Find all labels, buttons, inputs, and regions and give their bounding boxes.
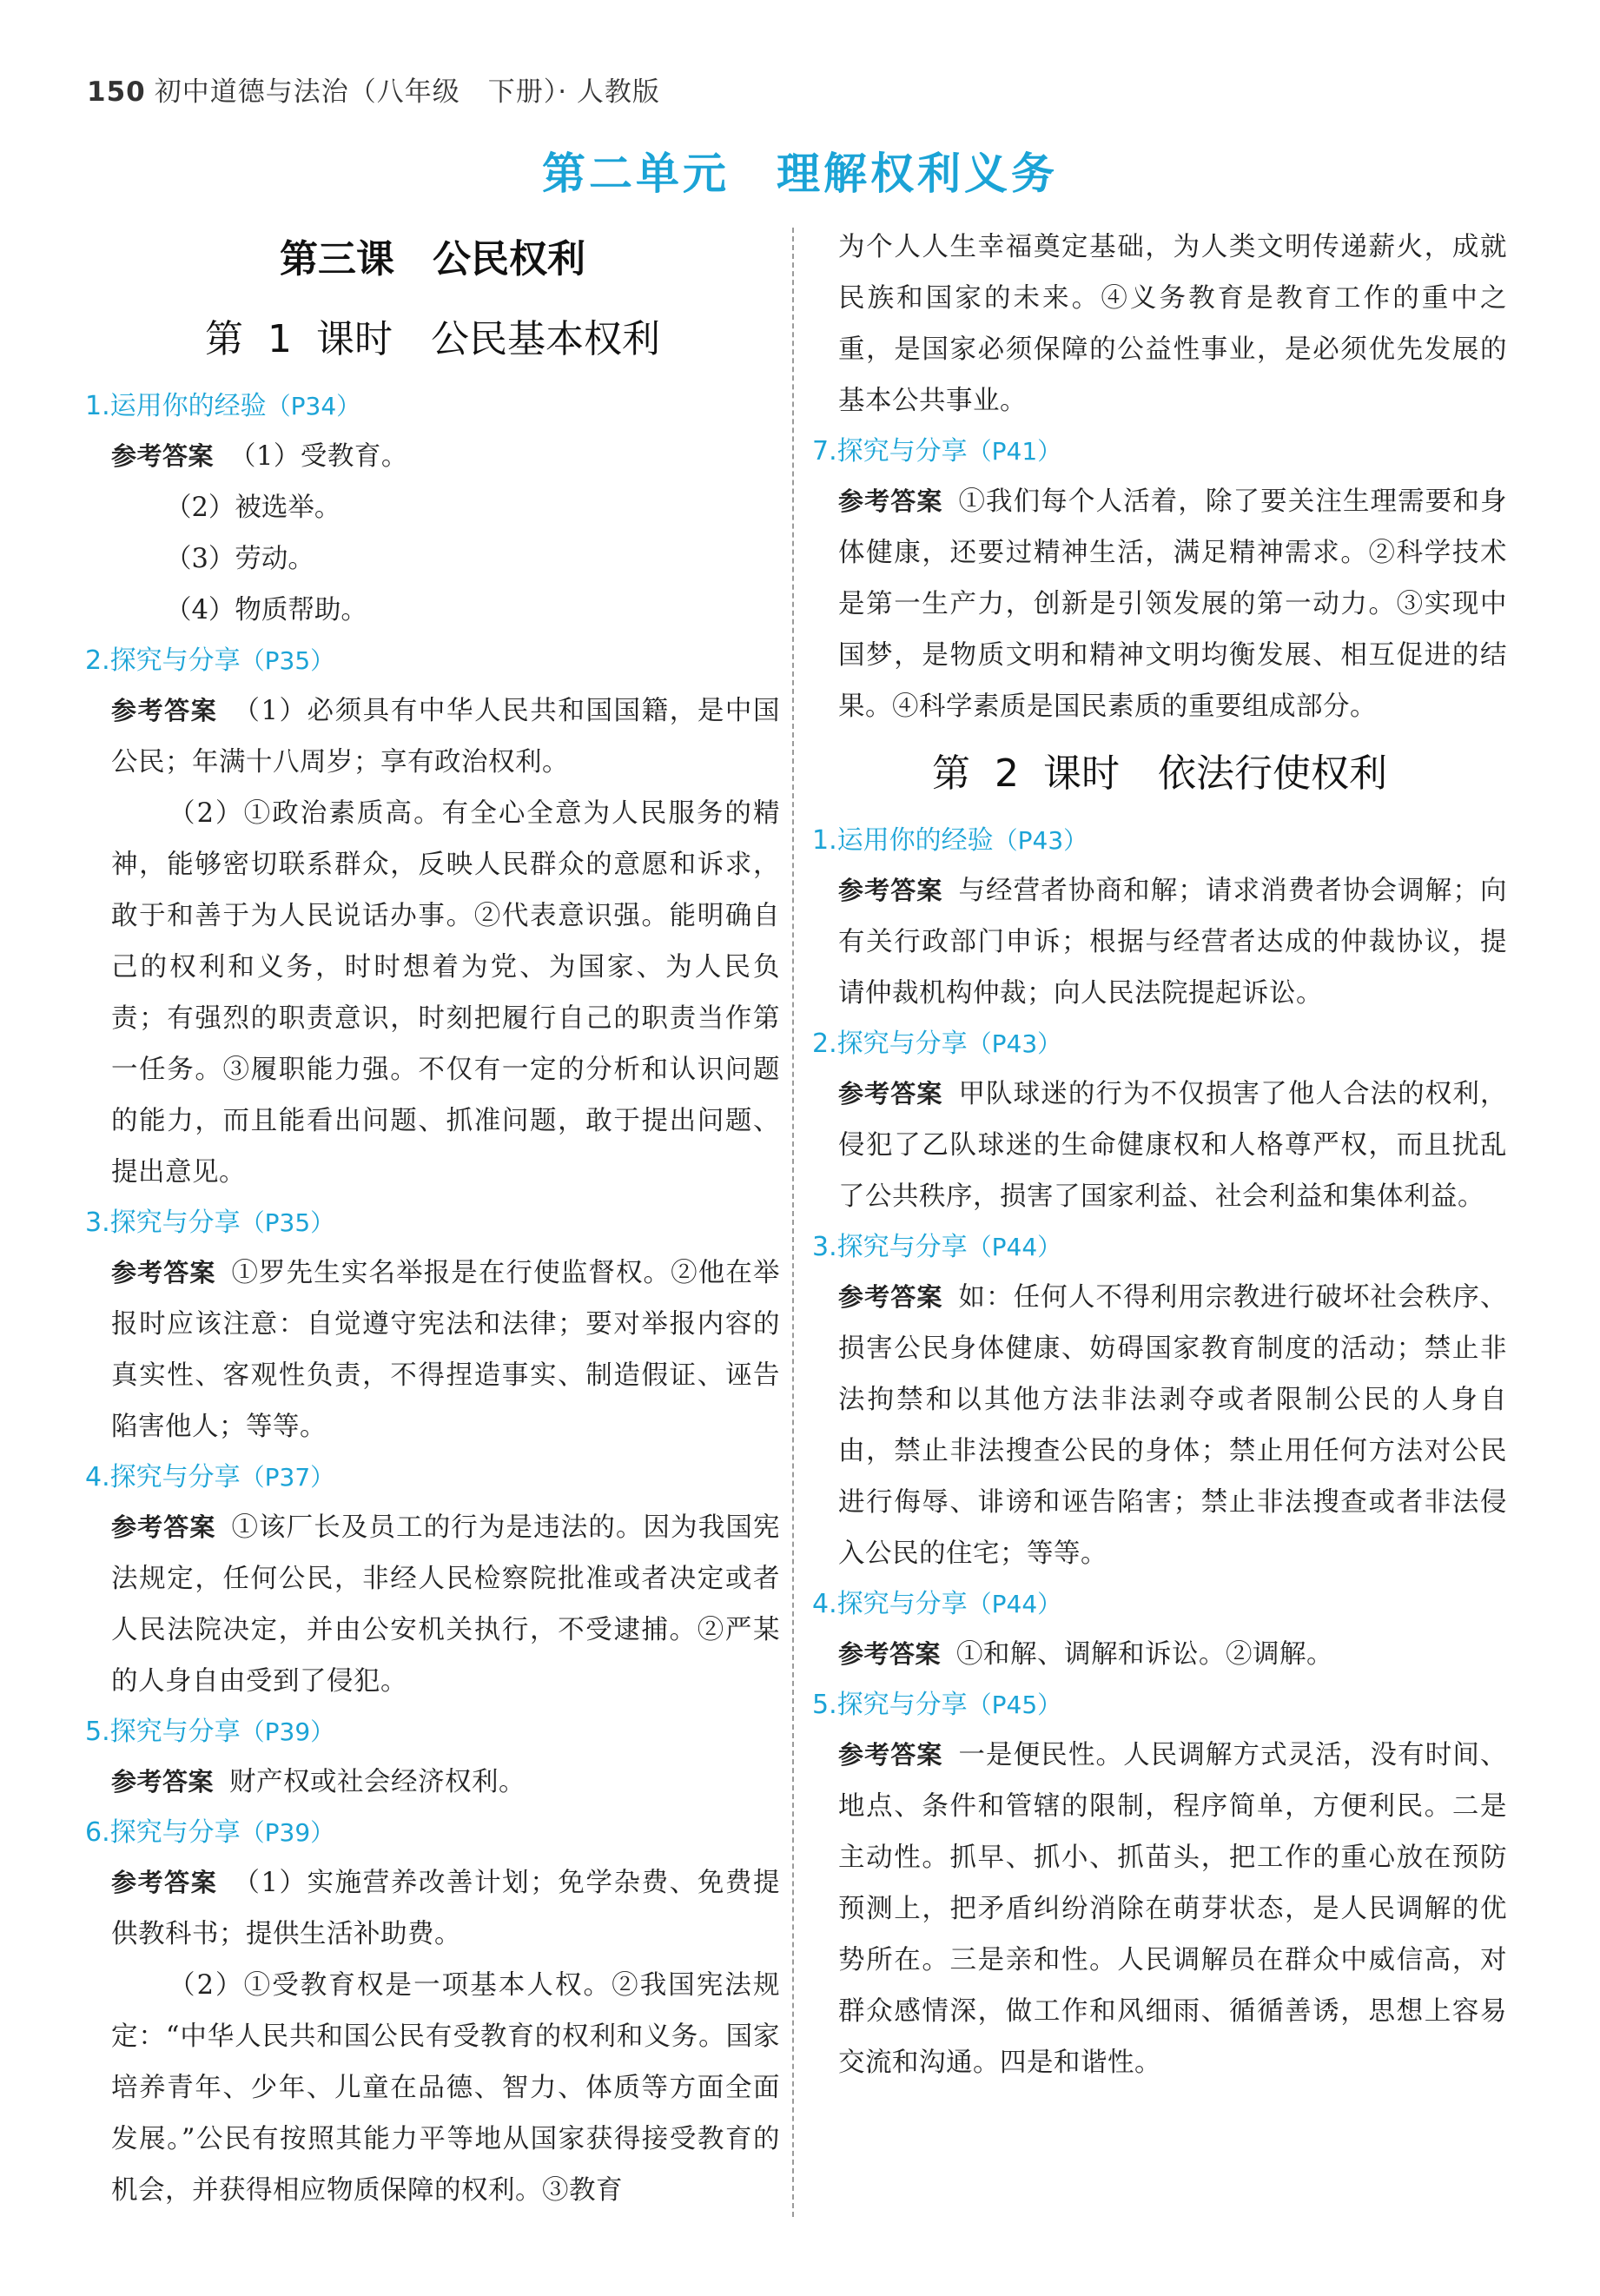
section-page-ref: （P44）	[967, 1590, 1062, 1618]
section-title: 2.探究与分享	[85, 645, 241, 676]
answer-text: ①和解、调解和诉讼。②调解。	[956, 1639, 1334, 1670]
section-page-ref: （P39）	[240, 1818, 335, 1847]
running-head	[87, 69, 660, 109]
section-page-ref: （P43）	[993, 826, 1088, 855]
section-heading	[812, 1019, 1507, 1069]
section-heading	[812, 1579, 1507, 1629]
answer-sub-item: （4）物质帮助。	[165, 595, 367, 625]
section-title: 3.探究与分享	[85, 1208, 241, 1238]
answer-label: 参考答案	[838, 876, 943, 905]
section-page-ref: （P39）	[240, 1717, 335, 1746]
answer-label: 参考答案	[838, 1282, 943, 1312]
section-page-ref: （P37）	[240, 1463, 335, 1492]
continued-paragraph: 为个人人生幸福奠定基础，为人类文明传递薪火，成就民族和国家的未来。④义务教育是教育工作的重中之重，是国家必须保障的公益性事业，是必须优先发展的基本公共事业。	[838, 232, 1507, 416]
answer-label: 参考答案	[838, 1639, 942, 1669]
section-title: 1.运用你的经验	[85, 391, 267, 421]
answer-paragraph	[85, 685, 780, 788]
section-page-ref: （P35）	[240, 1208, 335, 1237]
period-title-1: 第 1 课时 公民基本权利	[205, 317, 660, 361]
answer-paragraph	[85, 1857, 780, 1960]
section-heading	[85, 1707, 780, 1757]
section-heading	[85, 1808, 780, 1857]
page-number: 150	[87, 76, 146, 108]
column-divider	[792, 228, 794, 2217]
answer-text: 财产权或社会经济权利。	[229, 1767, 526, 1797]
unit-title: 第二单元 理解权利义务	[542, 149, 1058, 199]
answer-text: 一是便民性。人民调解方式灵活，没有时间、地点、条件和管辖的限制，程序简单，方便利民。二是主动性。抓早、抓小、抓苗头，把工作的重心放在预防预测上，把矛盾纠纷消除在萌芽状态，是人民调解的优势所在。三是亲和性。人民调解员在群众中威信高，对群众感情深，做工作和风细雨、循循善诱，思想上容易交流和沟通。四是和谐性。	[838, 1740, 1507, 2078]
section-page-ref: （P34）	[266, 392, 361, 420]
answer-label: 参考答案	[838, 1079, 943, 1108]
answer-paragraph-continued: （2）①受教育权是一项基本人权。②我国宪法规定：“中华人民共和国公民有受教育的权利和义务。国家培养青年、少年、儿童在品德、智力、体质等方面全面发展。”公民有按照其能力平等地从国家获得接受教育的机会，并获得相应物质保障的权利。③教育	[111, 1970, 780, 2206]
answer-text: （1）必须具有中华人民共和国国籍，是中国公民；年满十八周岁；享有政治权利。	[111, 696, 780, 777]
answer-paragraph	[812, 1629, 1507, 1680]
section-page-ref: （P44）	[967, 1233, 1062, 1261]
answer-text: 与经营者协商和解；请求消费者协会调解；向有关行政部门申诉；根据与经营者达成的仲裁协议，提请仲裁机构仲裁；向人民法院提起诉讼。	[838, 876, 1507, 1009]
section-heading	[812, 427, 1507, 476]
answer-text: （1）受教育。	[229, 441, 408, 472]
answer-paragraph-continued: （2）①政治素质高。有全心全意为人民服务的精神，能够密切联系群众，反映人民群众的意愿和诉求，敢于和善于为人民说话办事。②代表意识强。能明确自己的权利和义务，时时想着为党、为国家、为人民负责；有强烈的职责意识，时刻把履行自己的职责当作第一任务。③履职能力强。不仅有一定的分析和认识问题的能力，而且能看出问题、抓准问题，敢于提出问题、提出意见。	[111, 798, 780, 1188]
answer-paragraph	[812, 1730, 1507, 2088]
section-title: 6.探究与分享	[85, 1817, 241, 1848]
section-page-ref: （P45）	[967, 1691, 1062, 1719]
book-title: 初中道德与法治（八年级 下册）· 人教版	[154, 76, 660, 108]
right-column	[812, 222, 1507, 2088]
period-title-2: 第 2 课时 依法行使权利	[932, 751, 1387, 796]
answer-label: 参考答案	[111, 441, 215, 471]
left-column	[85, 222, 780, 2216]
answer-label: 参考答案	[111, 1512, 216, 1542]
section-page-ref: （P43）	[967, 1029, 1062, 1058]
answer-label: 参考答案	[111, 1258, 216, 1287]
answer-paragraph	[812, 476, 1507, 732]
section-title: 7.探究与分享	[812, 436, 968, 466]
lesson-title: 第三课 公民权利	[280, 237, 585, 281]
section-title: 5.探究与分享	[812, 1690, 968, 1720]
answer-text: ①该厂长及员工的行为是违法的。因为我国宪法规定，任何公民，非经人民检察院批准或者决定或者人民法院决定，并由公安机关执行，不受逮捕。②严某的人身自由受到了侵犯。	[111, 1512, 780, 1697]
answer-label: 参考答案	[111, 1767, 215, 1796]
answer-label: 参考答案	[838, 486, 943, 516]
section-title: 1.运用你的经验	[812, 825, 994, 856]
section-heading	[812, 1680, 1507, 1730]
section-heading	[85, 381, 780, 431]
answer-paragraph	[85, 1757, 780, 1808]
answer-sub-item: （3）劳动。	[165, 544, 314, 574]
answer-label: 参考答案	[838, 1740, 943, 1770]
section-title: 4.探究与分享	[85, 1462, 241, 1492]
section-heading	[812, 816, 1507, 865]
section-heading	[85, 636, 780, 685]
section-title: 2.探究与分享	[812, 1029, 968, 1059]
answer-paragraph	[812, 1272, 1507, 1579]
answer-label: 参考答案	[111, 696, 218, 725]
answer-text: 如：任何人不得利用宗教进行破坏社会秩序、损害公民身体健康、妨碍国家教育制度的活动；禁止非法拘禁和以其他方法非法剥夺或者限制公民的人身自由，禁止非法搜查公民的身体；禁止用任何方法对公民进行侮辱、诽谤和诬告陷害；禁止非法搜查或者非法侵入公民的住宅；等等。	[838, 1282, 1507, 1569]
section-title: 3.探究与分享	[812, 1232, 968, 1262]
answer-sub-item: （2）被选举。	[165, 493, 341, 523]
section-page-ref: （P41）	[967, 437, 1062, 466]
answer-paragraph	[812, 865, 1507, 1019]
section-title: 5.探究与分享	[85, 1717, 241, 1747]
section-page-ref: （P35）	[240, 646, 335, 675]
answer-paragraph	[812, 1069, 1507, 1222]
answer-text: 甲队球迷的行为不仅损害了他人合法的权利，侵犯了乙队球迷的生命健康权和人格尊严权，而且扰乱了公共秩序，损害了国家利益、社会利益和集体利益。	[838, 1079, 1507, 1212]
answer-text: （1）实施营养改善计划；免学杂费、免费提供教科书；提供生活补助费。	[111, 1868, 780, 1949]
answer-text: ①我们每个人活着，除了要关注生理需要和身体健康，还要过精神生活，满足精神需求。②科学技术是第一生产力，创新是引领发展的第一动力。③实现中国梦，是物质文明和精神文明均衡发展、相互促进的结果。④科学素质是国民素质的重要组成部分。	[838, 486, 1507, 722]
answer-paragraph	[85, 431, 780, 482]
section-title: 4.探究与分享	[812, 1589, 968, 1619]
answer-label: 参考答案	[111, 1868, 218, 1897]
answer-paragraph	[85, 1502, 780, 1707]
answer-paragraph	[85, 1247, 780, 1452]
section-heading	[85, 1452, 780, 1502]
answer-text: ①罗先生实名举报是在行使监督权。②他在举报时应该注意：自觉遵守宪法和法律；要对举报内容的真实性、客观性负责，不得捏造事实、制造假证、诬告陷害他人；等等。	[111, 1258, 780, 1442]
section-heading	[812, 1222, 1507, 1272]
section-heading	[85, 1198, 780, 1247]
